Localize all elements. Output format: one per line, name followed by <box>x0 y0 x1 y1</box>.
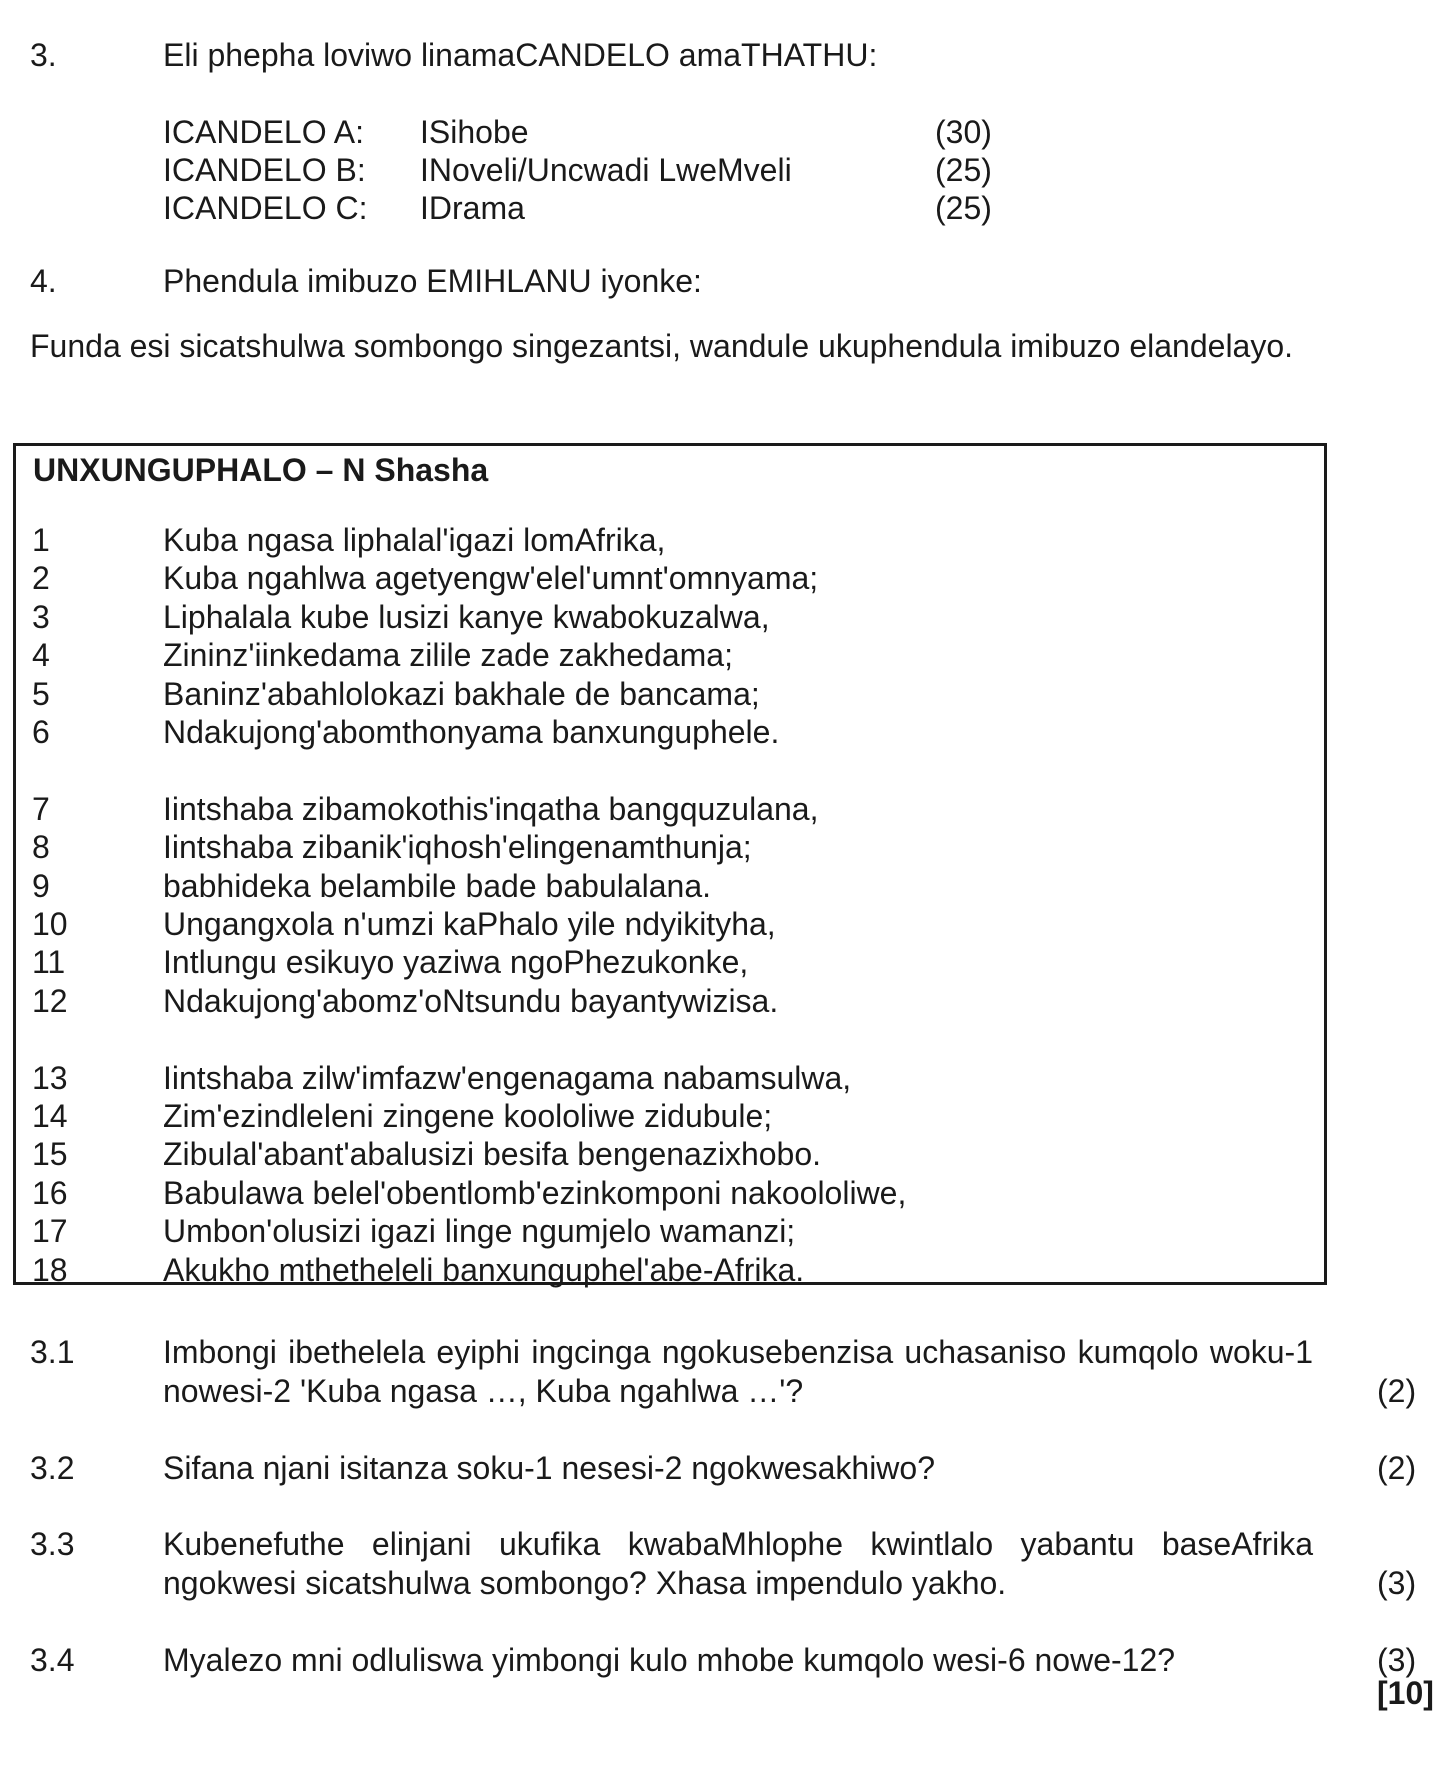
total-marks: [10] <box>1377 1675 1434 1711</box>
section-a-name: ISihobe <box>420 114 529 150</box>
line-text: Iintshaba zibanik'iqhosh'elingenamthunja; <box>163 829 752 866</box>
line-text: Kuba ngahlwa agetyengw'elel'umnt'omnyama; <box>163 560 819 597</box>
section-a-marks: (30) <box>935 114 992 150</box>
item-4-cut-line <box>0 258 1414 299</box>
section-c-name: IDrama <box>420 190 525 226</box>
question-marks: (2) <box>1377 1450 1417 1486</box>
question-number: 3.3 <box>30 1526 75 1562</box>
line-number: 1 <box>32 522 50 558</box>
line-number: 10 <box>32 906 68 942</box>
question-number: 3.2 <box>30 1450 75 1486</box>
question-marks: (3) <box>1377 1565 1417 1601</box>
line-number: 15 <box>32 1136 68 1173</box>
line-number: 5 <box>32 675 50 712</box>
line-text: Zim'ezindleleni zingene koololiwe zidubule; <box>163 1098 773 1134</box>
line-number: 11 <box>32 944 66 981</box>
line-number: 12 <box>32 982 68 1019</box>
question-number: 3.1 <box>30 1334 75 1370</box>
line-text: Intlungu esikuyo yaziwa ngoPhezukonke, <box>163 944 749 981</box>
line-text: Kuba ngasa liphalal'igazi lomAfrika, <box>163 522 666 558</box>
line-number: 7 <box>32 790 50 827</box>
line-text: Iintshaba zibamokothis'inqatha bangquzulana, <box>163 790 819 827</box>
item-4-number: 4. <box>30 263 57 299</box>
line-number: 14 <box>32 1098 68 1134</box>
line-text: Zibulal'abant'abalusizi besifa bengenazixhobo. <box>163 1136 822 1173</box>
line-text: Iintshaba zilw'imfazw'engenagama nabamsulwa, <box>163 1059 852 1096</box>
line-text: Ndakujong'abomthonyama banxunguphele. <box>163 714 780 750</box>
line-number: 13 <box>32 1059 68 1096</box>
poem-instruction: Funda esi sicatshulwa sombongo singezantsi, wandule ukuphendula imibuzo elandelayo. <box>30 328 1294 364</box>
section-b-label: ICANDELO B: <box>163 152 366 188</box>
line-number: 2 <box>32 560 50 597</box>
line-number: 18 <box>32 1251 68 1288</box>
section-b-marks: (25) <box>935 152 992 188</box>
question-text: Kubenefuthe elinjani ukufika kwabaMhlophe kwintlalo yabantu baseAfrika ngokwesi sicatshulwa sombongo? Xhasa impendulo yakho. <box>163 1526 1313 1601</box>
line-text: babhideka belambile bade babulalana. <box>163 867 711 904</box>
line-number: 4 <box>32 637 50 674</box>
line-number: 16 <box>32 1174 68 1211</box>
question-marks: (3) <box>1377 1642 1417 1678</box>
line-text: Ungangxola n'umzi kaPhalo yile ndyikityha, <box>163 906 776 942</box>
line-number: 9 <box>32 867 50 904</box>
item-4-text: Phendula imibuzo EMIHLANU iyonke: <box>163 263 702 299</box>
question-text: Sifana njani isitanza soku-1 nesesi-2 ngokwesakhiwo? <box>163 1450 935 1486</box>
line-number: 8 <box>32 829 50 866</box>
item-3-number: 3. <box>30 37 57 73</box>
section-c-marks: (25) <box>935 190 992 226</box>
section-b-name: INoveli/Uncwadi LweMveli <box>420 152 792 188</box>
question-marks: (2) <box>1377 1373 1417 1409</box>
line-number: 3 <box>32 598 50 635</box>
item-3-text: Eli phepha loviwo linamaCANDELO amaTHATHU: <box>163 37 878 73</box>
line-text: Babulawa belel'obentlomb'ezinkomponi nakoololiwe, <box>163 1174 907 1211</box>
line-text: Zininz'iinkedama zilile zade zakhedama; <box>163 637 733 674</box>
question-text: Myalezo mni odluliswa yimbongi kulo mhobe kumqolo wesi-6 nowe-12? <box>163 1642 1176 1678</box>
poem-box <box>13 443 1327 1288</box>
section-c-label: ICANDELO C: <box>163 190 368 226</box>
section-a-label: ICANDELO A: <box>163 114 364 150</box>
line-text: Ndakujong'abomz'oNtsundu bayantywizisa. <box>163 982 779 1019</box>
question-number: 3.4 <box>30 1642 75 1678</box>
line-number: 17 <box>32 1213 68 1250</box>
line-text: Baninz'abahlolokazi bakhale de bancama; <box>163 675 760 712</box>
line-text: Akukho mthetheleli banxunguphel'abe-Afrika. <box>163 1251 805 1288</box>
line-text: Umbon'olusizi igazi linge ngumjelo wamanzi; <box>163 1213 796 1250</box>
line-text: Liphalala kube lusizi kanye kwabokuzalwa, <box>163 598 770 635</box>
question-text: Imbongi ibethelela eyiphi ingcinga ngokusebenzisa uchasaniso kumqolo woku-1 nowesi-2 'Kuba ngasa …, Kuba ngahlwa …'? <box>163 1334 1313 1409</box>
poem-title: UNXUNGUPHALO – N Shasha <box>33 452 489 488</box>
line-number: 6 <box>32 714 50 750</box>
